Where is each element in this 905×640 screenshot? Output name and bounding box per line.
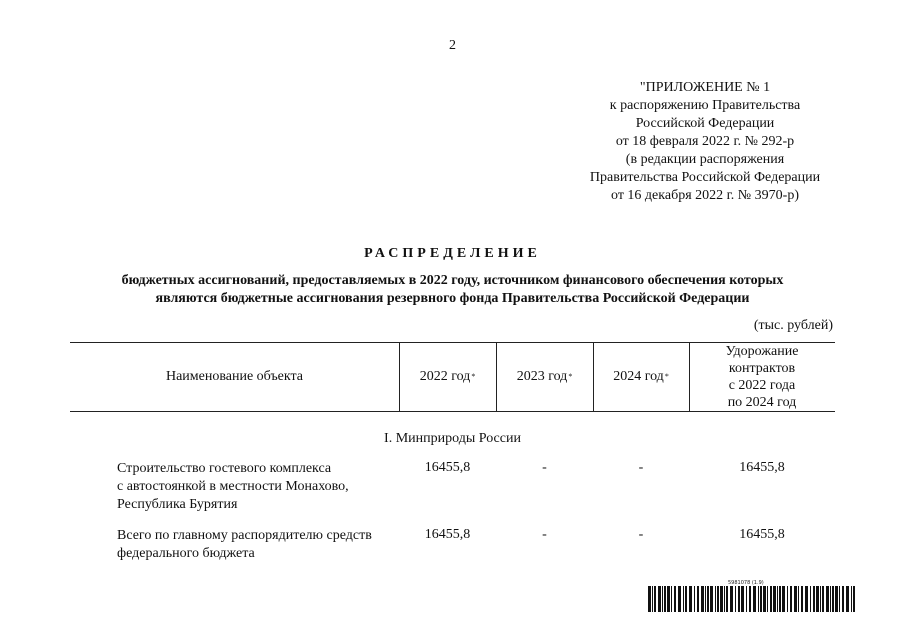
header-increase-line: по 2024 год xyxy=(727,394,797,410)
units-label: (тыс. рублей) xyxy=(753,318,833,333)
appendix-line: (в редакции распоряжения xyxy=(625,152,785,167)
barcode-caption: 5981078 (1.9) xyxy=(728,580,764,586)
cell-2022: 16455,8 xyxy=(424,527,471,542)
appendix-header xyxy=(560,79,850,205)
document-subtitle xyxy=(60,272,845,308)
cell-2024: - xyxy=(638,527,644,542)
page-number: 2 xyxy=(449,38,456,53)
header-increase-line: контрактов xyxy=(728,360,796,376)
barcode-icon xyxy=(648,586,858,612)
cell-increase: 16455,8 xyxy=(739,460,785,475)
document-title: РАСПРЕДЕЛЕНИЕ xyxy=(364,246,541,261)
row-name-line: федерального бюджета xyxy=(117,546,255,561)
table-row-name xyxy=(117,527,402,563)
row-name-line: Всего по главному распорядителю средств xyxy=(117,528,372,543)
row-name-line: Строительство гостевого комплекса xyxy=(117,461,332,476)
subtitle-line: являются бюджетные ассигнования резервного фонда Правительства Российской Федерации xyxy=(155,291,750,306)
table-header-rule xyxy=(70,411,835,412)
header-2024-label: 2024 год xyxy=(613,369,664,384)
appendix-line: к распоряжению Правительства xyxy=(609,98,801,113)
table-row-name xyxy=(117,460,402,514)
appendix-line: от 18 февраля 2022 г. № 292-р xyxy=(615,134,795,149)
row-name-line: Республика Бурятия xyxy=(117,497,238,512)
section-title: I. Минприроды России xyxy=(384,431,521,446)
header-increase xyxy=(689,342,835,411)
appendix-line: "ПРИЛОЖЕНИЕ № 1 xyxy=(639,80,771,95)
header-2022-label: 2022 год xyxy=(419,369,471,384)
header-name-label: Наименование объекта xyxy=(165,369,304,384)
appendix-line: от 16 декабря 2022 г. № 3970-р) xyxy=(611,188,799,203)
subtitle-line: бюджетных ассигнований, предоставляемых в 2022 году, источником финансового обеспечения которых xyxy=(121,273,784,288)
header-increase-line: Удорожание xyxy=(725,343,799,359)
appendix-line: Российской Федерации xyxy=(635,116,775,131)
header-increase-line: с 2022 года xyxy=(728,377,796,393)
cell-2022: 16455,8 xyxy=(424,460,471,475)
header-2023-label: 2023 год xyxy=(516,369,568,384)
cell-increase: 16455,8 xyxy=(739,527,785,542)
cell-2023: - xyxy=(542,527,547,542)
header-2022: 2022 год * xyxy=(419,369,476,384)
cell-2023: - xyxy=(542,460,547,475)
cell-2024: - xyxy=(638,460,644,475)
header-2023: 2023 год * xyxy=(516,369,573,384)
header-2024: 2024 год * xyxy=(613,369,669,384)
header-name xyxy=(70,342,399,411)
appendix-line: Правительства Российской Федерации xyxy=(589,170,821,185)
row-name-line: с автостоянкой в местности Монахово, xyxy=(117,479,349,494)
